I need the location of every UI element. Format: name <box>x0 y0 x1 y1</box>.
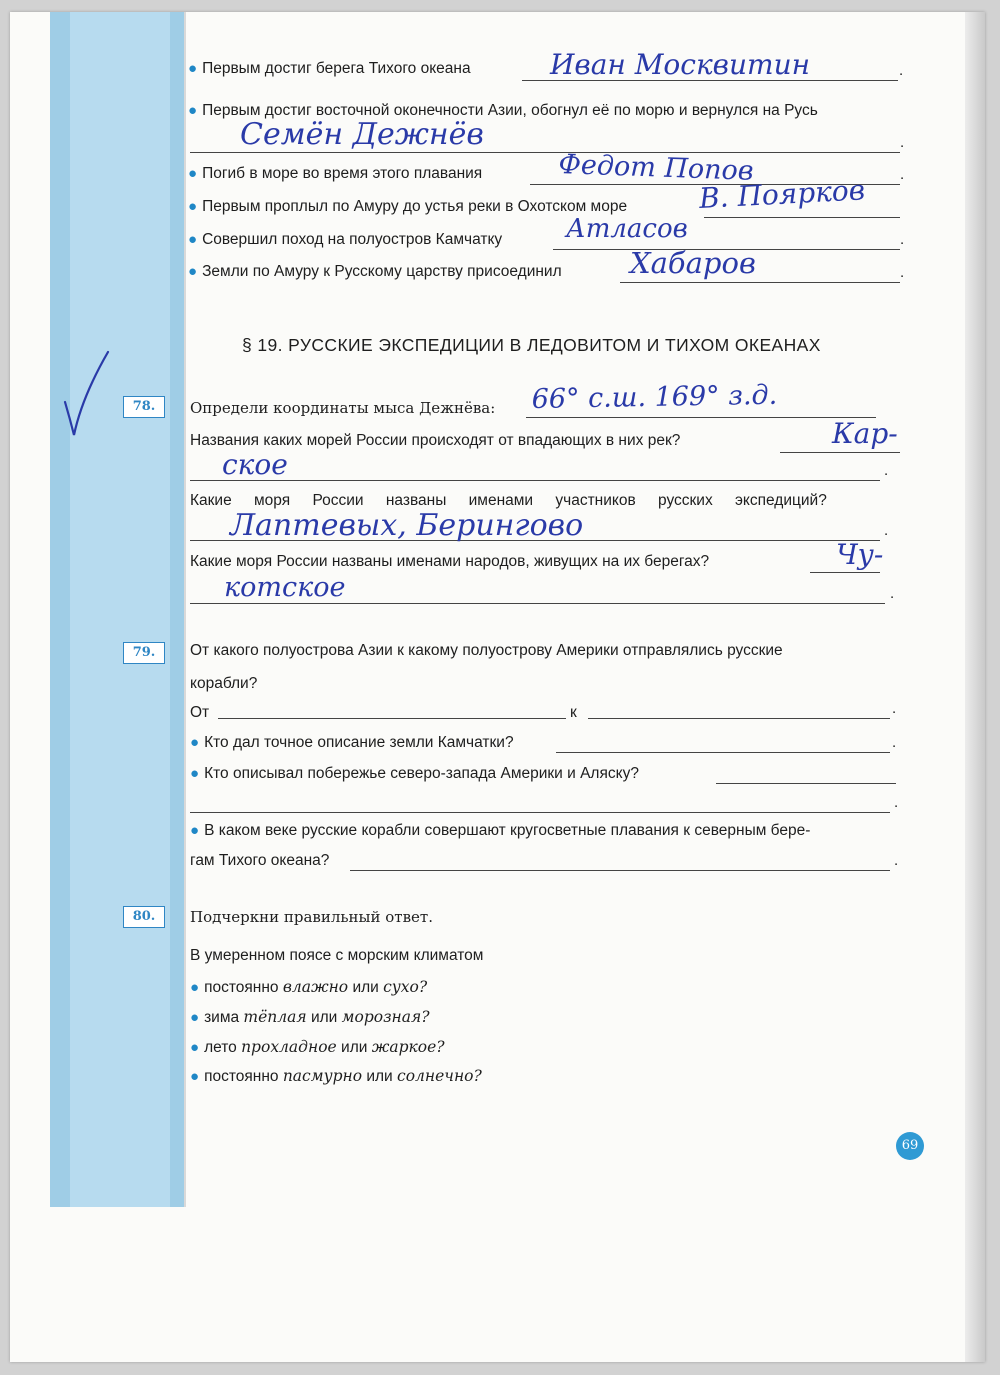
answer-line[interactable] <box>190 480 880 481</box>
task79-question-1: От какого полуострова Азии к какому полуострову Америки отправлялись русские <box>190 642 783 659</box>
option-item[interactable]: ● зима тёплая или морозная? <box>190 1008 430 1026</box>
bullet-icon: ● <box>190 1068 200 1085</box>
page-number: 69 <box>896 1132 924 1160</box>
list-item <box>188 198 627 216</box>
margin-band-edge <box>184 12 186 1207</box>
handwritten-answer: Атласов <box>566 214 688 244</box>
answer-line[interactable] <box>620 282 900 283</box>
bullet-icon: ● <box>190 734 200 751</box>
task-number-80: 80. <box>123 906 165 928</box>
handwritten-answer: 66° с.ш. 169° з.д. <box>531 379 778 415</box>
option-a[interactable]: тёплая <box>243 1008 307 1026</box>
item-text: Совершил поход на полуостров Камчатку <box>202 231 503 248</box>
answer-line[interactable] <box>810 572 880 573</box>
section-heading: § 19. РУССКИЕ ЭКСПЕДИЦИИ В ЛЕДОВИТОМ И ТИХОМ ОКЕАНАХ <box>242 335 821 355</box>
item-text: Земли по Амуру к Русскому царству присоединил <box>202 263 562 280</box>
handwritten-answer: Федот Попов <box>558 149 755 187</box>
option-a[interactable]: влажно <box>282 978 349 996</box>
list-item <box>188 231 502 249</box>
option-a[interactable]: прохладное <box>241 1038 337 1056</box>
item-text: Первым достиг берега Тихого океана <box>202 60 471 77</box>
page-edge-shadow <box>965 12 985 1362</box>
bullet-icon: ● <box>190 1009 200 1026</box>
bullet-icon: ● <box>188 198 198 215</box>
answer-line[interactable] <box>190 812 890 813</box>
answer-line[interactable] <box>556 752 890 753</box>
to-label: к <box>570 704 577 721</box>
task78-question-3: Какие моря России названы именами участников русских экспедиций? <box>190 492 827 509</box>
list-item <box>188 60 471 78</box>
task-number-79: 79. <box>123 642 165 664</box>
list-item <box>188 165 482 183</box>
from-answer-line[interactable] <box>218 718 566 719</box>
task78-question-2: Названия каких морей России происходят от впадающих в них рек? <box>190 432 681 449</box>
checkmark-icon <box>60 347 120 442</box>
option-item[interactable]: ● постоянно пасмурно или солнечно? <box>190 1067 482 1085</box>
margin-blue-stripe <box>70 12 170 1207</box>
bullet-icon: ● <box>190 765 200 782</box>
answer-line[interactable] <box>780 452 900 453</box>
workbook-page: ● Первым достиг берега Тихого океана . Иван Москвитин ● Первым достиг восточной оконечности Азии, обогнул её по морю и вернулся на Русь . Семён Дежнёв ● Погиб в море во время этого плавания . Федот Попов ● Первым проплыл по Амуру до устья реки в Охотском море В. Поярков ● Совершил поход на полуостров Камчатку . Атласов ● Земли по Амуру к Русскому царству присоединил . Хабаров § 19. РУССКИЕ ЭКСПЕДИЦИИ В ЛЕДОВИТОМ И ТИХОМ ОКЕАНАХ 78. Определи координаты мыса Дежнёва: 66° с.ш. 169° з.д. Названия каких морей России происходят от впадающих в них рек? Кар- . ское Какие моря России названы именами участников русских экспедиций? . Лаптевых, Берингово Какие моря России названы именами народов, живущих на их берегах? Чу- . котское 79. От какого полуострова Азии к какому полуострову Америки отправлялись русские корабли? От к . ● Кто дал точное описание земли Камчатки? . ● Кто описывал побережье северо-запада Америки и Аляску? . ● В каком веке русские корабли совершают кругосветные плавания к северным бере- гам Тихого океана? . 80. Подчеркни правильный ответ. В умеренном поясе с морским климатом ● постоянно влажно или сухо? ● зима тёплая или морозная? ● лето прохладное или жаркое? ● постоянно пасмурно или солнечно? 69 <box>10 12 985 1362</box>
option-a[interactable]: пасмурно <box>282 1067 363 1085</box>
task80-instruction: Подчеркни правильный ответ. <box>190 908 433 926</box>
task79-question-4-cont: гам Тихого океана? <box>190 852 330 869</box>
handwritten-answer: котское <box>224 572 346 603</box>
bullet-icon: ● <box>190 979 200 996</box>
answer-line[interactable] <box>704 217 900 218</box>
answer-line[interactable] <box>350 870 890 871</box>
list-item: ● Кто дал точное описание земли Камчатки? <box>190 734 514 751</box>
task79-question-1-cont: корабли? <box>190 675 258 692</box>
option-b[interactable]: жаркое? <box>371 1038 445 1056</box>
item-text: Первым достиг восточной оконечности Азии, обогнул её по морю и вернулся на Русь <box>202 102 818 119</box>
option-b[interactable]: сухо? <box>383 978 428 996</box>
to-answer-line[interactable] <box>588 718 890 719</box>
bullet-icon: ● <box>190 1039 200 1056</box>
from-label: От <box>190 704 210 721</box>
bullet-icon: ● <box>188 231 198 248</box>
handwritten-answer: Лаптевых, Берингово <box>230 508 584 543</box>
handwritten-answer: Хабаров <box>630 246 756 280</box>
answer-line[interactable] <box>526 417 876 418</box>
bullet-icon: ● <box>188 263 198 280</box>
task78-question-1: Определи координаты мыса Дежнёва: <box>190 399 496 417</box>
list-item: ● Кто описывал побережье северо-запада Америки и Аляску? <box>190 765 639 782</box>
handwritten-answer: ское <box>222 448 288 481</box>
handwritten-answer: Кар- <box>832 417 898 450</box>
bullet-icon: ● <box>188 102 198 119</box>
item-text: Погиб в море во время этого плавания <box>202 165 483 182</box>
list-item <box>188 263 562 281</box>
task-number-78: 78. <box>123 396 165 418</box>
item-text: Первым проплыл по Амуру до устья реки в Охотском море <box>202 198 628 215</box>
bullet-icon: ● <box>190 822 200 839</box>
handwritten-answer: В. Поярков <box>698 173 866 215</box>
handwritten-answer: Чу- <box>836 538 884 571</box>
answer-line[interactable] <box>716 783 896 784</box>
option-b[interactable]: солнечно? <box>397 1067 482 1085</box>
handwritten-answer: Семён Дежнёв <box>240 117 484 152</box>
answer-line[interactable] <box>190 152 900 153</box>
bullet-icon: ● <box>188 165 198 182</box>
bullet-icon: ● <box>188 60 198 77</box>
option-item[interactable]: ● лето прохладное или жаркое? <box>190 1038 445 1056</box>
option-b[interactable]: морозная? <box>341 1008 430 1026</box>
list-item: ● В каком веке русские корабли совершают кругосветные плавания к северным бере- <box>190 822 811 839</box>
task78-question-4: Какие моря России названы именами народов, живущих на их берегах? <box>190 553 710 570</box>
task80-lead: В умеренном поясе с морским климатом <box>190 947 484 964</box>
answer-line[interactable] <box>190 603 885 604</box>
handwritten-answer: Иван Москвитин <box>550 48 811 81</box>
option-item[interactable]: ● постоянно влажно или сухо? <box>190 978 428 996</box>
